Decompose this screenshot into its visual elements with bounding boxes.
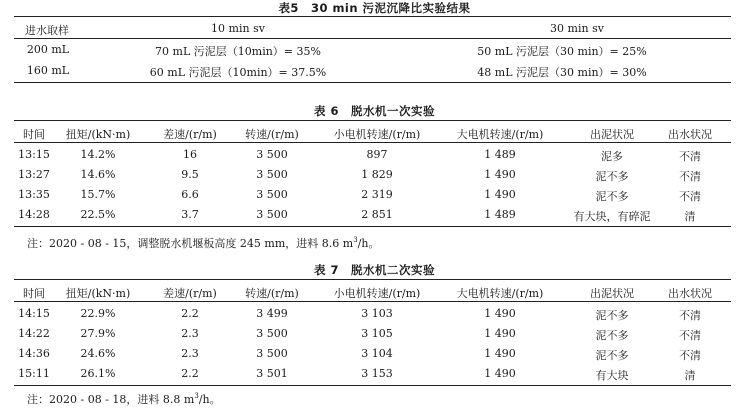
table5-header-10min: 10 min sv	[211, 22, 265, 35]
table6-cell: 14.6%	[80, 168, 116, 181]
table6-cell: 13:15	[18, 148, 50, 161]
table6-cell: 有大块，有碎泥	[573, 210, 651, 223]
table6-mid-rule	[14, 142, 731, 143]
table7-cell: 2.2	[181, 307, 199, 320]
table6-cell: 清	[684, 210, 696, 223]
table6-cell: 不清	[679, 190, 701, 203]
table6-cell: 2 851	[361, 208, 393, 221]
table7-note	[27, 391, 221, 407]
table6-note-unit: /h。	[357, 237, 380, 250]
table6-cell: 泥不多	[595, 190, 629, 203]
table7-top-rule	[14, 279, 731, 280]
table6-caption: 表 6 脱水机一次实验	[313, 104, 435, 118]
table7-header-time: 时间	[23, 287, 45, 300]
table6-header-time: 时间	[23, 128, 45, 141]
table6-cell: 3 500	[256, 148, 288, 161]
table6-cell: 3 500	[256, 208, 288, 221]
table7-note-sup: 3	[194, 392, 199, 400]
table7-cell: 22.9%	[80, 307, 116, 320]
table5-row2-10min: 60 mL 污泥层（10min）= 37.5%	[149, 66, 327, 79]
table7-cell: 1 490	[484, 367, 516, 380]
table7-cell: 14:15	[18, 307, 50, 320]
table7-cell: 27.9%	[80, 327, 116, 340]
table7-header-sludge: 出泥状况	[590, 287, 634, 300]
table6-header-large-motor: 大电机转速/(r/m)	[456, 128, 544, 141]
table6-cell: 2 319	[361, 188, 393, 201]
table7-header-large-motor: 大电机转速/(r/m)	[456, 287, 544, 300]
table7-cell: 14:36	[18, 347, 50, 360]
table5-row2-30min: 48 mL 污泥层（30 min）= 30%	[477, 66, 647, 79]
table7-cell: 泥不多	[595, 349, 629, 362]
table7-cell: 3 105	[361, 327, 393, 340]
table5-bottom-rule	[14, 82, 731, 83]
table6-cell: 14.2%	[80, 148, 116, 161]
table7-cell: 1 490	[484, 347, 516, 360]
table7-cell: 2.3	[181, 327, 199, 340]
table6-cell: 泥多	[601, 150, 623, 163]
table7-mid-rule	[14, 301, 731, 302]
table6-cell: 897	[366, 148, 388, 161]
table6-cell: 1 489	[484, 208, 516, 221]
table6-header-torque: 扭矩/(kN·m)	[65, 128, 131, 141]
table5-row2-sample: 160 mL	[26, 64, 70, 77]
table7-caption: 表 7 脱水机二次实验	[313, 263, 435, 277]
table7-cell: 不清	[679, 329, 701, 342]
table6-header-speed: 转速/(r/m)	[245, 128, 299, 141]
table7-cell: 泥不多	[595, 309, 629, 322]
table7-cell: 15:11	[18, 367, 50, 380]
table7-header-small-motor: 小电机转速/(r/m)	[333, 287, 421, 300]
table6-bottom-rule	[14, 226, 731, 227]
table7-header-diff-speed: 差速/(r/m)	[163, 287, 217, 300]
table6-top-rule	[14, 120, 731, 121]
table7-cell: 3 153	[361, 367, 393, 380]
table7-note-unit: /h。	[198, 393, 221, 406]
table7-cell: 3 500	[256, 327, 288, 340]
table7-header-speed: 转速/(r/m)	[245, 287, 299, 300]
table6-cell: 15.7%	[80, 188, 116, 201]
table7-cell: 1 490	[484, 307, 516, 320]
table6-cell: 16	[183, 148, 197, 161]
table5-header-sample: 进水取样	[25, 24, 69, 37]
table6-cell: 3 500	[256, 168, 288, 181]
table6-note	[27, 235, 379, 251]
table7-cell: 有大块	[595, 369, 629, 382]
table7-header-water: 出水状况	[668, 287, 712, 300]
table6-cell: 泥不多	[595, 170, 629, 183]
table5-row1-10min: 70 mL 污泥层（10min）= 35%	[155, 45, 321, 58]
table6-note-text: 注：2020 - 08 - 15，调整脱水机堰板高度 245 mm，进料 8.6 m	[27, 237, 354, 250]
table6-header-sludge: 出泥状况	[590, 128, 634, 141]
table7-cell: 不清	[679, 349, 701, 362]
table7-cell: 3 103	[361, 307, 393, 320]
table6-cell: 不清	[679, 170, 701, 183]
table7-cell: 泥不多	[595, 329, 629, 342]
table7-cell: 不清	[679, 309, 701, 322]
table5-row1-sample: 200 mL	[26, 43, 70, 56]
table7-cell: 24.6%	[80, 347, 116, 360]
table6-cell: 1 490	[484, 168, 516, 181]
table6-cell: 22.5%	[80, 208, 116, 221]
table5-row1-30min: 50 mL 污泥层（30 min）= 25%	[477, 45, 647, 58]
table6-cell: 1 490	[484, 188, 516, 201]
table6-cell: 13:27	[18, 168, 50, 181]
table5-mid-rule	[14, 38, 731, 39]
table6-cell: 不清	[679, 150, 701, 163]
table6-header-water: 出水状况	[668, 128, 712, 141]
table5-caption: 表5 30 min 污泥沉降比实验结果	[278, 1, 471, 15]
table6-cell: 14:28	[18, 208, 50, 221]
table6-cell: 3.7	[181, 208, 199, 221]
table5-top-rule	[14, 16, 731, 17]
table7-cell: 2.3	[181, 347, 199, 360]
table6-cell: 6.6	[181, 188, 199, 201]
table7-header-torque: 扭矩/(kN·m)	[65, 287, 131, 300]
table7-cell: 3 501	[256, 367, 288, 380]
table7-cell: 3 499	[256, 307, 288, 320]
table7-note-text: 注：2020 - 08 - 18，进料 8.8 m	[27, 393, 195, 406]
table6-note-sup: 3	[353, 236, 358, 244]
table6-header-diff-speed: 差速/(r/m)	[163, 128, 217, 141]
table7-cell: 3 104	[361, 347, 393, 360]
table7-cell: 2.2	[181, 367, 199, 380]
table6-header-small-motor: 小电机转速/(r/m)	[333, 128, 421, 141]
table6-cell: 13:35	[18, 188, 50, 201]
table7-cell: 清	[684, 369, 696, 382]
table6-cell: 3 500	[256, 188, 288, 201]
table7-cell: 26.1%	[80, 367, 116, 380]
table7-cell: 14:22	[18, 327, 50, 340]
table6-cell: 9.5	[181, 168, 199, 181]
table7-cell: 1 490	[484, 327, 516, 340]
table6-cell: 1 829	[361, 168, 393, 181]
table5-header-30min: 30 min sv	[550, 22, 604, 35]
table7-cell: 3 500	[256, 347, 288, 360]
table7-bottom-rule	[14, 385, 731, 386]
table6-cell: 1 489	[484, 148, 516, 161]
